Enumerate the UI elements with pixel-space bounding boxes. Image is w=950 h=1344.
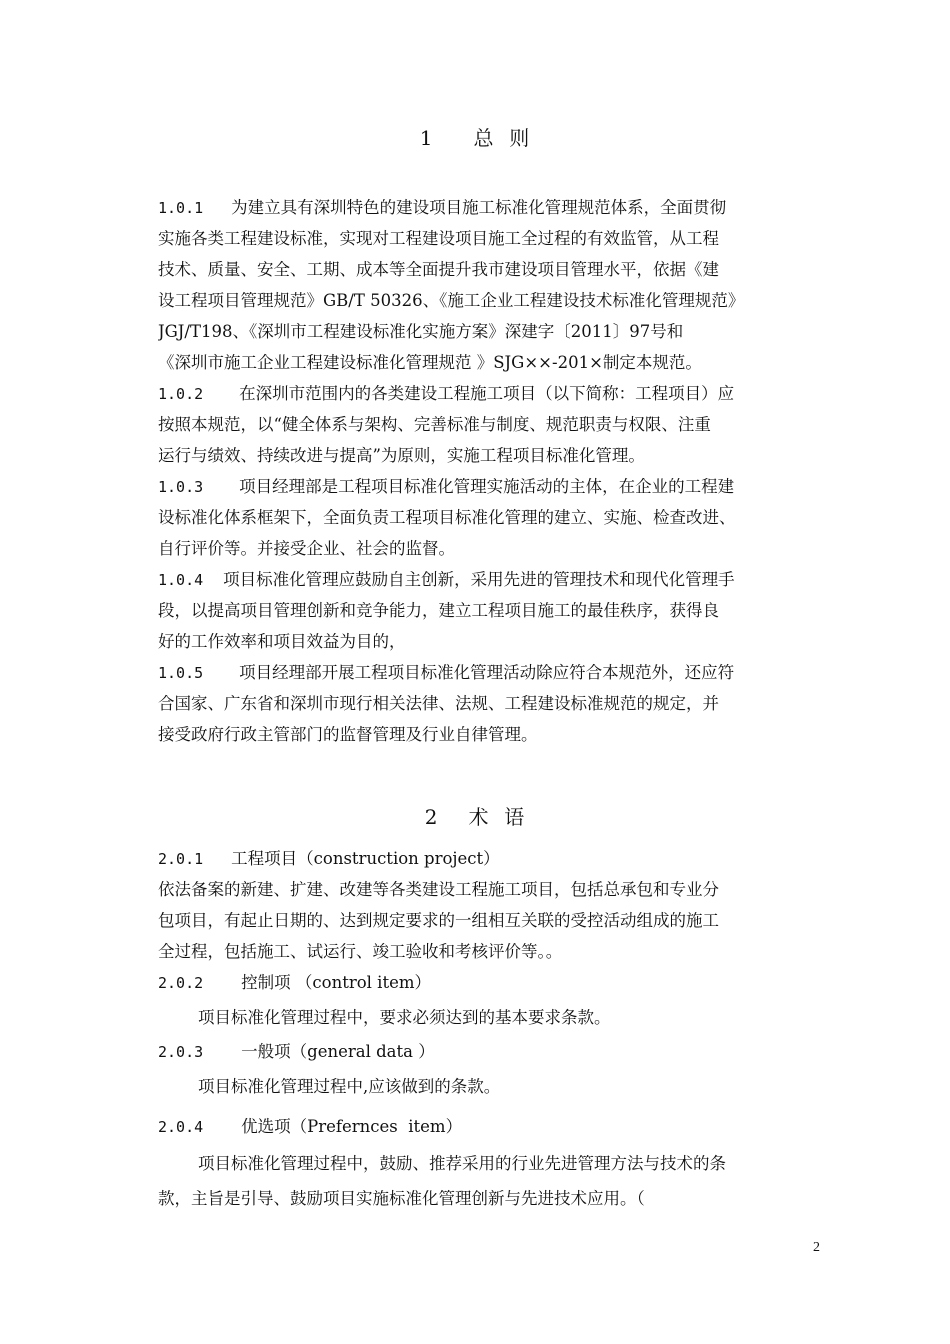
section-1-title: 总 则	[473, 126, 531, 150]
term-name: 控制项 （control item）	[241, 973, 431, 992]
term-name: 优选项（Prefernces item）	[241, 1117, 463, 1136]
clause-line: 为建立具有深圳特色的建设项目施工标准化管理规范体系，全面贯彻	[231, 198, 727, 217]
section-2-heading	[0, 801, 950, 830]
term-name: 一般项（general data ）	[241, 1042, 435, 1061]
clause-line: 运行与绩效、持续改进与提高”为原则，实施工程项目标准化管理。	[158, 446, 645, 465]
clause-line: 合国家、广东省和深圳市现行相关法律、法规、工程建设标准规范的规定，并	[158, 694, 719, 713]
clause-line: JGJ/T198、《深圳市工程建设标准化实施方案》深建字〔2011〕97号和	[158, 322, 684, 341]
clause-line: 设工程项目管理规范》GB/T 50326、《施工企业工程建设技术标准化管理规范》	[158, 291, 745, 310]
term-2-0-4	[158, 1111, 818, 1214]
clause-line: 项目经理部是工程项目标准化管理实施活动的主体，在企业的工程建	[239, 477, 735, 496]
clause-1-0-1	[158, 192, 818, 378]
clause-number: 1.0.2	[158, 385, 204, 403]
term-number: 2.0.1	[158, 850, 204, 868]
term-number: 2.0.2	[158, 974, 204, 992]
section-2-title: 术 语	[468, 805, 526, 829]
term-definition-line: 依法备案的新建、扩建、改建等各类建设工程施工项目，包括总承包和专业分	[158, 880, 719, 899]
term-definition-line: 项目标准化管理过程中,应该做到的条款。	[198, 1077, 501, 1096]
term-number: 2.0.4	[158, 1118, 204, 1136]
clause-line: 设标准化体系框架下，全面负责工程项目标准化管理的建立、实施、检查改进、	[158, 508, 736, 527]
clause-number: 1.0.5	[158, 664, 204, 682]
term-2-0-1	[158, 843, 818, 967]
page-number: 2	[813, 1240, 820, 1255]
clause-line: 《深圳市施工企业工程建设标准化管理规范 》SJG××-201×制定本规范。	[158, 353, 702, 372]
clause-number: 1.0.1	[158, 199, 204, 217]
clause-1-0-3	[158, 471, 818, 564]
section-2-number: 2	[424, 805, 439, 829]
clause-line: 段，以提高项目管理创新和竞争能力，建立工程项目施工的最佳秩序，获得良	[158, 601, 719, 620]
term-definition-line: 项目标准化管理过程中，鼓励、推荐采用的行业先进管理方法与技术的条	[198, 1154, 726, 1173]
term-2-0-3	[158, 1036, 818, 1102]
section-1-number: 1	[419, 126, 434, 150]
term-number: 2.0.3	[158, 1043, 204, 1061]
term-definition-line: 款，主旨是引导、鼓励项目实施标准化管理创新与先进技术应用。（	[158, 1189, 645, 1208]
term-definition-line: 包项目，有起止日期的、达到规定要求的一组相互关联的受控活动组成的施工	[158, 911, 719, 930]
clause-line: 实施各类工程建设标准，实现对工程建设项目施工全过程的有效监管，从工程	[158, 229, 719, 248]
clause-line: 在深圳市范围内的各类建设工程施工项目（以下简称：工程项目）应	[239, 384, 735, 403]
term-definition-line: 项目标准化管理过程中，要求必须达到的基本要求条款。	[198, 1008, 611, 1027]
clause-line: 好的工作效率和项目效益为目的，	[158, 632, 406, 651]
term-2-0-2	[158, 967, 818, 1033]
clause-1-0-5	[158, 657, 818, 750]
term-name: 工程项目（construction project）	[231, 849, 500, 868]
clause-1-0-2	[158, 378, 818, 471]
clause-line: 自行评价等。并接受企业、社会的监督。	[158, 539, 455, 558]
clause-line: 项目经理部开展工程项目标准化管理活动除应符合本规范外，还应符	[239, 663, 735, 682]
clause-line: 按照本规范，以“健全体系与架构、完善标准与制度、规范职责与权限、注重	[158, 415, 711, 434]
clause-line: 技术、质量、安全、工期、成本等全面提升我市建设项目管理水平，依据《建	[158, 260, 719, 279]
clause-line: 接受政府行政主管部门的监督管理及行业自律管理。	[158, 725, 538, 744]
term-definition-line: 全过程，包括施工、试运行、竣工验收和考核评价等。。	[158, 942, 563, 961]
clause-line: 项目标准化管理应鼓励自主创新，采用先进的管理技术和现代化管理手	[223, 570, 735, 589]
clause-number: 1.0.4	[158, 571, 204, 589]
clause-1-0-4	[158, 564, 818, 657]
clause-number: 1.0.3	[158, 478, 204, 496]
section-1-heading	[0, 122, 950, 151]
